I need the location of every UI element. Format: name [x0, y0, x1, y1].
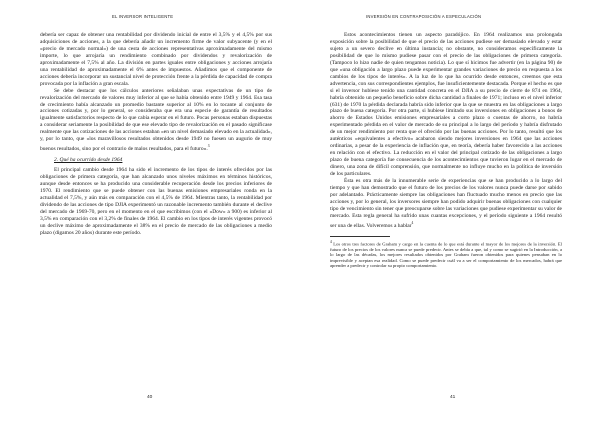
footnote-marker: 4 — [330, 239, 332, 244]
footnote: $^4$ Los otros tres factores de Graham y cargo en la cuenta de lo que está durante el mayor de los mejores de la inversión. El futuro de los precios de los valores nunca se puede predecir. Antes se debía a que, tal y como se sugirió en la Introducción, a lo largo de las décadas, los mejores resultados obtenidos por Graham fueron obtenidos para quienes pensaban en lo imprevisible y aceptan esa realidad. Como se puede predecir cuál va a ser el comportamiento de los mercados, habrá que aprender a predecir y controlar su propio comportamiento. — [330, 239, 562, 269]
page-number-right: 41 — [450, 395, 456, 400]
paragraph: debería ser capaz de obtener una rentabilidad por dividendo inicial de entre el 3,5% y el 4,5% por sus adquisiciones de acciones, a la que debería añadir un incremento firme de valor subyacente (y en el «precio de mercado normal») de una cesta de acciones representativas aproximadamente del mismo importe, lo que arrojaría un rendimiento combinado por dividendos y revalorización de aproximadamente el 7,5% al año. La división en partes iguales entre obligaciones y acciones arrojaría una rentabilidad de aproximadamente el 6% antes de impuestos. Añadimos que el componente de acciones debería incorporar un sustancial nivel de protección frente a la pérdida de capacidad de compra provocada por la inflación a gran escala. — [40, 32, 272, 87]
running-head-left: EL INVERSOR INTELIGENTE — [112, 14, 174, 19]
footnote-divider — [330, 236, 390, 237]
footnote-reference: 4 — [411, 220, 414, 225]
running-head-right: INVERSIÓN EN CONTRAPOSICIÓN A ESPECULACIÓN — [366, 14, 482, 19]
page-number-left: 40 — [147, 395, 153, 400]
section-subheading: 2. Qué ha ocurrido desde 1964 — [54, 157, 123, 164]
right-page-body — [330, 32, 562, 269]
paragraph: Estos acontecimientos tienen un aspecto paradójico. En 1964 realizamos una prolongada exposición sobre la posibilidad de que el precio de las acciones pudiese ser demasiado elevado y estar sujeto a un severo declive en última instancia; no obstante, no consideramos específicamente la posibilidad de que lo mismo pudiese pasar con el precio de las obligaciones de primera categoría. (Tampoco lo hizo nadie de quien tengamos noticia). Lo que sí hicimos fue advertir (en la página 90) de que «una obligación a largo plazo puede experimentar grandes variaciones de precio en respuesta a los cambios de los tipos de interés». A la luz de lo que ha ocurrido desde entonces, creemos que esta advertencia, con sus correspondientes ejemplos, fue insuficientemente destacada. Porque el hecho es que si el inversor hubiese tenido una cantidad concreta en el DJIA a su precio de cierre de 874 en 1964, habría obtenido un pequeño beneficio sobre dicha cantidad a finales de 1971; incluso en el nivel inferior (631) de 1970 la pérdida declarada habría sido inferior que la que se muestra en las obligaciones a largo plazo de buena categoría. Por otra parte, si hubiese limitado sus inversiones en obligaciones a bonos de ahorro de Estados Unidos emisiones empresariales a corto plazo o cuentas de ahorro, no habría experimentado pérdida en el valor de mercado de su principal a lo largo del período y habría disfrutado de un mejor rendimiento por renta que el ofrecido por las buenas acciones. Por lo tanto, resultó que los auténticos «equivalentes a efectivo» acabaron siendo mejores inversiones en 1964 que las acciones ordinarias, a pesar de la experiencia de inflación que, en teoría, debería haber favorecido a las acciones en relación con el efectivo. La reducción en el valor del principal cotizado de las obligaciones a largo plazo de buena categoría fue consecuencia de los acontecimientos que tuvieron lugar en el mercado de dinero, una zona de difícil comprensión, que normalmente no influye mucho en la política de inversión de los particulares. — [330, 32, 562, 178]
paragraph: El principal cambio desde 1964 ha sido el incremento de los tipos de interés ofrecidos por las obligaciones de primera categoría, que han alcanzado unos niveles máximos en términos históricos, aunque desde entonces se ha producido una considerable recuperación desde los precios inferiores de 1970. El rendimiento que se puede obtener con las buenas emisiones empresariales ronda en la actualidad el 7,5%, y aún más en comparación con el 4,5% de 1964. Mientras tanto, la rentabilidad por dividendo de las acciones de tipo DJIA experimentó un razonable incremento también durante el declive del mercado de 1969-70, pero en el momento en el que escribimos (con el «Dow» a 900) es inferior al 3,5% en comparación con el 3,2% de finales de 1964. El cambio en los tipos de interés vigentes provocó un declive máximo de aproximadamente el 38% en el precio de mercado de las obligaciones a medio plazo (digamos 20 años) durante este período. — [40, 166, 272, 236]
paragraph: Ésta es otra más de la innumerable serie de experiencias que se han producido a lo largo del tiempo y que han demostrado que el futuro de los precios de los valores nunca puede darse por sabido por adelantado. Prácticamente siempre las obligaciones han fluctuado mucho menos en precio que las acciones y, por lo general, los inversores siempre han podido adquirir buenas obligaciones con cualquier tipo de vencimiento sin tener que preocuparse sobre las variaciones que pudiese experimentar su valor de mercado. Esta regla general ha sufrido unas cuantas excepciones, y el período siguiente a 1964 resultó ser una de ellas. Volveremos a hablar$^4$ — [330, 178, 562, 229]
left-page-body — [40, 32, 272, 237]
right-page — [300, 0, 600, 424]
paragraph: Se debe destacar que los cálculos anteriores señalaban unas expectativas de un tipo de revalorización del mercado de valores muy inferior al que se había obtenido entre 1949 y 1964. Esa tasa de crecimiento había alcanzado un promedio bastante superior al 10% en lo tocante al conjunto de acciones cotizadas y, por lo general, se consideraba que era una especie de garantía de resultados igualmente satisfactorios respecto de lo que cabía esperar en el futuro. Pocas personas estaban dispuestas a considerar seriamente la posibilidad de que ese elevado tipo de revalorización en el pasado significase realmente que las cotizaciones de las acciones estaban «en un nivel demasiado elevado en la actualidad», y, por lo tanto, que «los maravillosos resultados obtenidos desde 1949 no fuesen un augurio de muy buenos resultados, sino por el contrario de malos resultados, para el futuro».$^3$ — [40, 87, 272, 153]
footnote-reference: 3 — [207, 144, 210, 149]
